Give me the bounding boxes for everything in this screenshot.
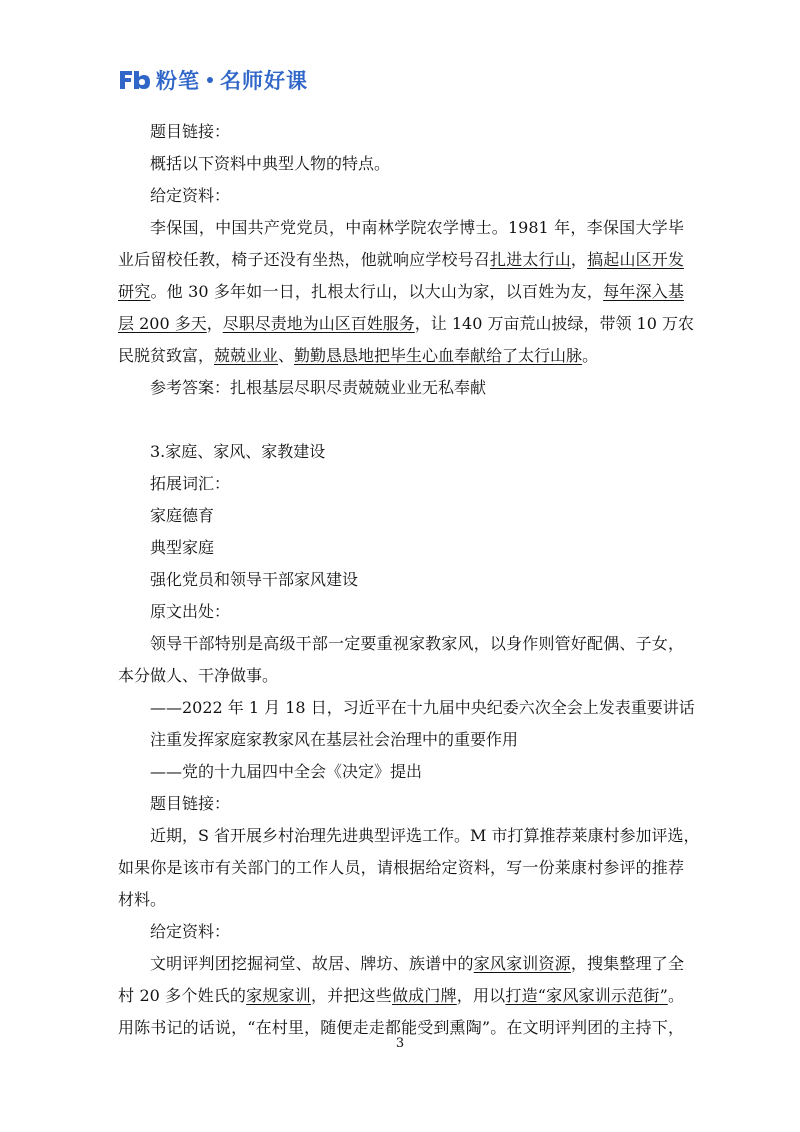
source-line: ——党的十九届四中全会《决定》提出 bbox=[150, 762, 423, 781]
question-line: 如果你是该市有关部门的工作人员，请根据给定资料，写一份莱康村参评的推荐 bbox=[118, 858, 684, 877]
paragraph-gap bbox=[118, 404, 684, 436]
material-line: 用陈书记的话说，“在村里，随便走走都能受到熏陶”。在文明评判团的主持下， bbox=[118, 1018, 684, 1037]
section-heading: 3.家庭、家风、家教建设 bbox=[150, 442, 326, 461]
material-line: 民脱贫致富，兢兢业业、勤勤恳恳地把毕生心血奉献给了太行山脉。 bbox=[118, 346, 599, 365]
source-line: 领导干部特别是高级干部一定要重视家教家风，以身作则管好配偶、子女， bbox=[150, 634, 684, 653]
brand-tagline: 名师好课 bbox=[220, 69, 308, 93]
vocab-item: 强化党员和领导干部家风建设 bbox=[150, 570, 359, 589]
question-line: 近期，S 省开展乡村治理先进典型评选工作。M 市打算推荐莱康村参加评选， bbox=[150, 826, 700, 845]
material-line: 层 200 多天，尽职尽责地为山区百姓服务，让 140 万亩荒山披绿，带领 10 万农 bbox=[118, 314, 694, 333]
material-label: 给定资料： bbox=[150, 186, 231, 205]
source-line: 本分做人、干净做事。 bbox=[118, 666, 279, 685]
source-label: 原文出处： bbox=[150, 602, 231, 621]
vocab-item: 典型家庭 bbox=[150, 538, 215, 557]
material-label: 给定资料： bbox=[150, 922, 231, 941]
fb-logo-icon bbox=[118, 68, 152, 92]
material-line: 业后留校任教，椅子还没有坐热，他就响应学校号召扎进太行山，搞起山区开发 bbox=[118, 250, 684, 269]
vocab-item: 家庭德育 bbox=[150, 506, 215, 525]
question-line: 材料。 bbox=[118, 890, 167, 909]
topic-label: 题目链接： bbox=[150, 122, 231, 141]
document-body bbox=[118, 116, 700, 1044]
source-line: ——2022 年 1 月 18 日，习近平在十九届中央纪委六次全会上发表重要讲话 bbox=[150, 698, 695, 717]
topic-label: 题目链接： bbox=[150, 794, 231, 813]
question-text: 概括以下资料中典型人物的特点。 bbox=[150, 154, 391, 173]
page-number: 3 bbox=[395, 1036, 405, 1051]
brand-logo bbox=[118, 66, 308, 94]
source-line: 注重发挥家庭家教家风在基层社会治理中的重要作用 bbox=[150, 730, 519, 749]
material-line: 文明评判团挖掘祠堂、故居、牌坊、族谱中的家风家训资源，搜集整理了全 bbox=[150, 954, 684, 973]
material-line: 研究。他 30 多年如一日，扎根太行山，以大山为家，以百姓为友，每年深入基 bbox=[118, 282, 684, 301]
brand-separator-dot bbox=[207, 77, 213, 83]
reference-answer: 参考答案：扎根基层尽职尽责兢兢业业无私奉献 bbox=[150, 378, 487, 397]
brand-name: 粉笔 bbox=[156, 69, 200, 93]
vocab-label: 拓展词汇： bbox=[150, 474, 231, 493]
material-line: 李保国，中国共产党党员，中南林学院农学博士。1981 年，李保国大学毕 bbox=[150, 218, 684, 237]
material-line: 村 20 多个姓氏的家规家训，并把这些做成门牌，用以打造“家风家训示范街”。 bbox=[118, 986, 684, 1005]
